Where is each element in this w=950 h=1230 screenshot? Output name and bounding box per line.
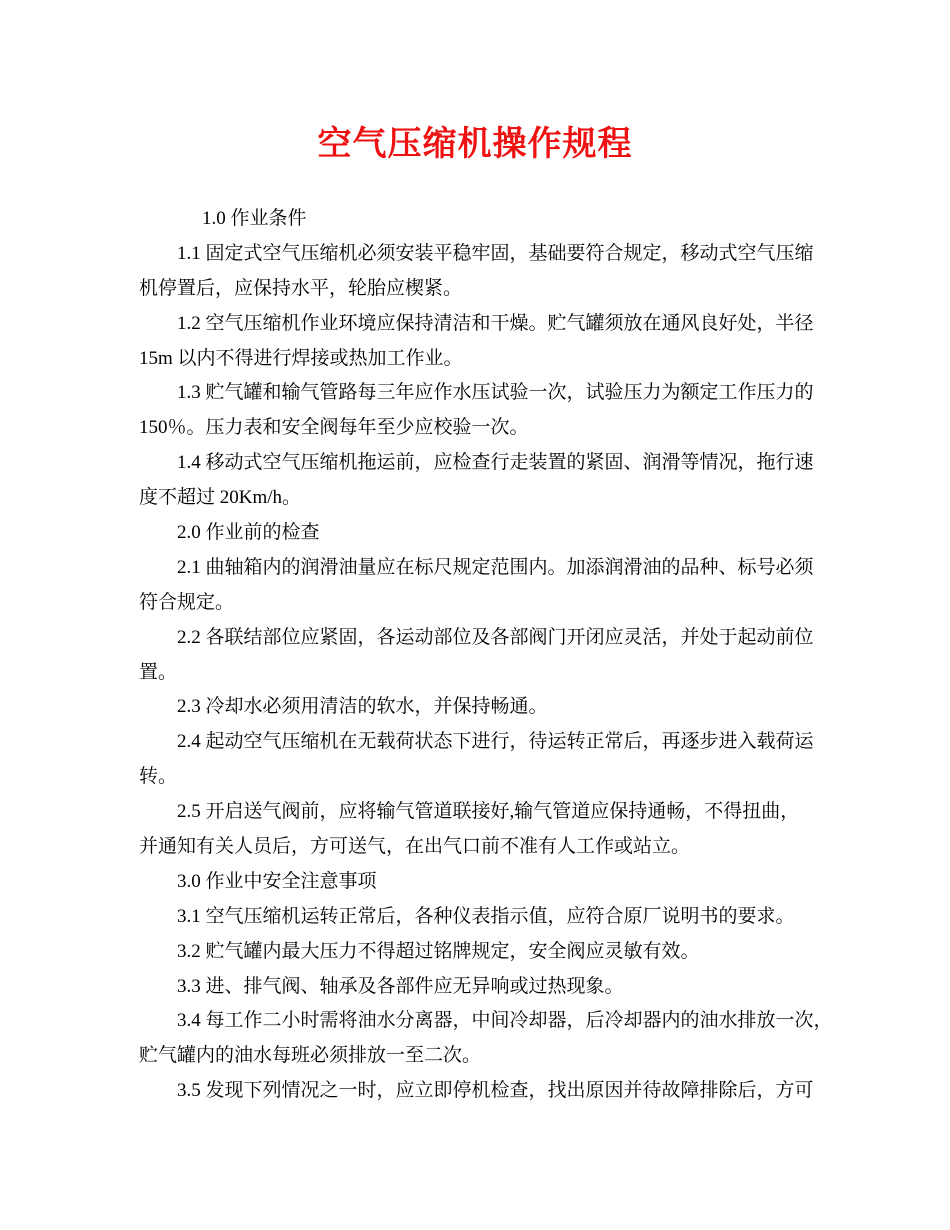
document-title: 空气压缩机操作规程 — [317, 126, 633, 163]
doc-line: 1.1 固定式空气压缩机必须安装平稳牢固，基础要符合规定，移动式空气压缩 — [177, 242, 814, 264]
doc-line: 3.2 贮气罐内最大压力不得超过铭牌规定，安全阀应灵敏有效。 — [177, 940, 700, 962]
doc-line: 150％。压力表和安全阀每年至少应校验一次。 — [139, 417, 529, 439]
doc-line: 符合规定。 — [139, 591, 235, 613]
doc-line: 3.0 作业中安全注意事项 — [177, 870, 377, 892]
doc-line: 3.5 发现下列情况之一时，应立即停机检查，找出原因并待故障排除后，方可 — [177, 1080, 814, 1102]
doc-line: 3.1 空气压缩机运转正常后，各种仪表指示值，应符合原厂说明书的要求。 — [177, 905, 795, 927]
doc-line: 3.4 每工作二小时需将油水分离器，中间冷却器，后冷却器内的油水排放一次， — [177, 1010, 833, 1032]
doc-line: 1.0 作业条件 — [202, 208, 307, 229]
doc-line: 转。 — [139, 766, 178, 788]
doc-line: 1.2 空气压缩机作业环境应保持清洁和干燥。贮气罐须放在通风良好处，半径 — [177, 312, 814, 334]
doc-line: 2.0 作业前的检查 — [177, 522, 320, 544]
doc-line: 2.1 曲轴箱内的润滑油量应在标尺规定范围内。加添润滑油的品种、标号必须 — [177, 556, 814, 578]
doc-line: 2.4 起动空气压缩机在无载荷状态下进行，待运转正常后，再逐步进入载荷运 — [177, 731, 814, 753]
doc-line: 并通知有关人员后，方可送气，在出气口前不准有人工作或站立。 — [139, 836, 691, 858]
doc-line: 置。 — [139, 661, 178, 683]
doc-line: 2.3 冷却水必须用清洁的软水，并保持畅通。 — [177, 696, 548, 718]
doc-line: 贮气罐内的油水每班必须排放一至二次。 — [139, 1045, 482, 1067]
doc-line: 度不超过 20Km/h。 — [139, 487, 302, 509]
document-body — [139, 202, 833, 1109]
doc-line: 2.2 各联结部位应紧固，各运动部位及各部阀门开闭应灵活，并处于起动前位 — [177, 626, 814, 648]
doc-line: 1.4 移动式空气压缩机拖运前，应检查行走装置的紧固、润滑等情况，拖行速 — [177, 452, 814, 474]
doc-line: 机停置后，应保持水平，轮胎应楔紧。 — [139, 277, 463, 299]
doc-line: 1.3 贮气罐和输气管路每三年应作水压试验一次，试验压力为额定工作压力的 — [177, 382, 814, 404]
doc-line: 3.3 进、排气阀、轴承及各部件应无异响或过热现象。 — [177, 975, 624, 997]
doc-line: 15m 以内不得进行焊接或热加工作业。 — [139, 347, 463, 369]
doc-line: 2.5 开启送气阀前，应将输气管道联接好,输气管道应保持通畅，不得扭曲， — [177, 801, 800, 823]
